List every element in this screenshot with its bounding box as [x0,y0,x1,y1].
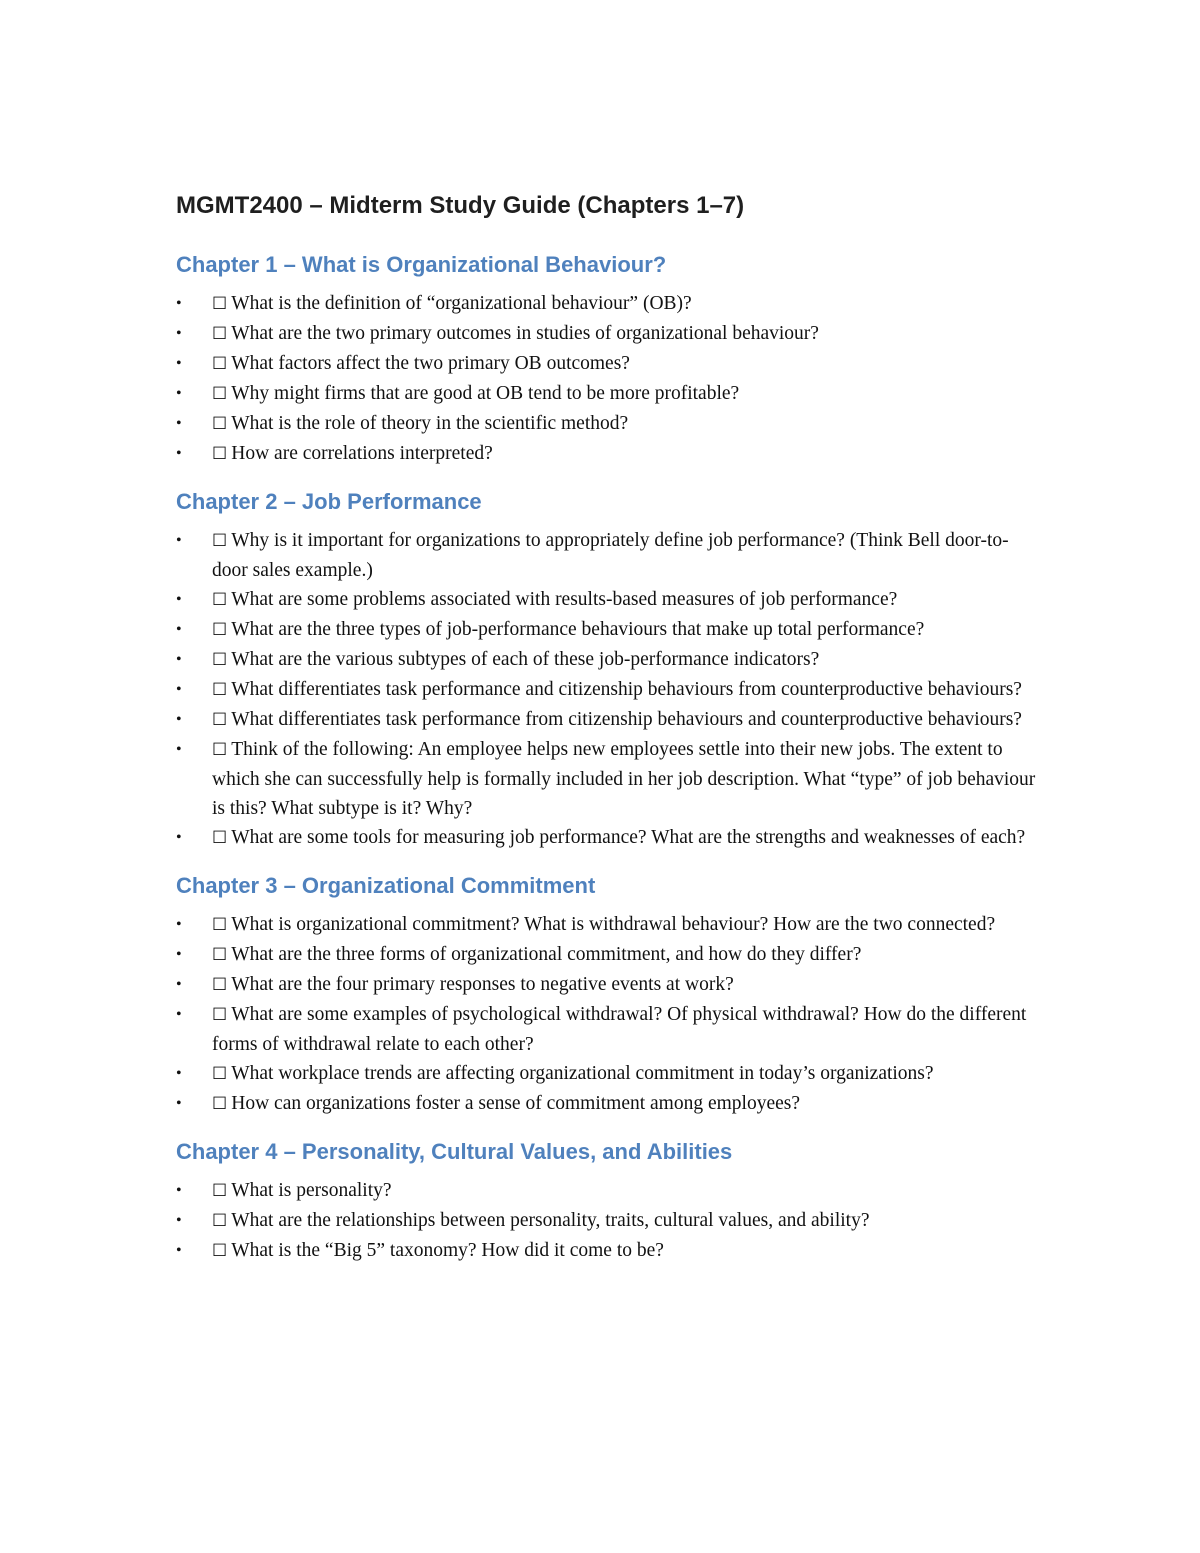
checkbox-icon: ☐ [212,710,228,730]
bullet-icon: • [176,415,182,432]
document-page [176,186,1036,1281]
question-item [176,319,1036,349]
question-text: What workplace trends are affecting organizational commitment in today’s organizations? [231,1063,934,1084]
question-item [176,439,1036,469]
chapter-heading: Chapter 3 – Organizational Commitment [176,873,596,898]
question-item [176,615,1036,645]
bullet-icon: • [176,916,182,933]
question-item [176,1089,1036,1119]
question-text: What are the various subtypes of each of these job-performance indicators? [231,649,820,670]
question-text: What is the “Big 5” taxonomy? How did it come to be? [231,1240,664,1261]
question-item [176,1206,1036,1236]
question-item [176,970,1036,1000]
bullet-icon: • [176,1212,182,1229]
bullet-icon: • [176,295,182,312]
bullet-icon: • [176,355,182,372]
bullet-icon: • [176,385,182,402]
question-item [176,289,1036,319]
document-title: MGMT2400 – Midterm Study Guide (Chapters 1–7) [176,192,745,219]
question-item [176,823,1036,853]
question-item [176,585,1036,615]
question-item [176,645,1036,675]
question-item [176,379,1036,409]
question-item [176,1236,1036,1266]
checkbox-icon: ☐ [212,945,228,965]
bullet-icon: • [176,445,182,462]
checkbox-icon: ☐ [212,1094,228,1114]
question-text: What are the relationships between personality, traits, cultural values, and ability? [231,1210,870,1231]
bullet-icon: • [176,1182,182,1199]
question-text: Why might firms that are good at OB tend to be more profitable? [231,383,740,404]
question-text: Think of the following: An employee helps new employees settle into their new jobs. The extent to which she can successfully help is formally included in her job description. What “type” of job behaviour is this? What subtype is it? Why? [212,739,1036,819]
question-text: What differentiates task performance and citizenship behaviours from counterproductive behaviours? [231,679,1022,700]
question-text: How are correlations interpreted? [231,443,493,464]
checkbox-icon: ☐ [212,620,228,640]
question-text: What is the definition of “organizational behaviour” (OB)? [231,293,692,314]
question-item [176,940,1036,970]
question-text: How can organizations foster a sense of commitment among employees? [231,1093,801,1114]
bullet-icon: • [176,532,182,549]
question-list [176,1176,1036,1266]
checkbox-icon: ☐ [212,414,228,434]
question-text: What differentiates task performance from citizenship behaviours and counterproductive behaviours? [231,709,1022,730]
bullet-icon: • [176,1095,182,1112]
question-text: What is the role of theory in the scientific method? [231,413,629,434]
bullet-icon: • [176,591,182,608]
bullet-icon: • [176,976,182,993]
question-text: What are some tools for measuring job performance? What are the strengths and weaknesses of each? [231,827,1026,848]
checkbox-icon: ☐ [212,740,228,760]
question-text: What are the three forms of organizational commitment, and how do they differ? [231,944,862,965]
bullet-icon: • [176,621,182,638]
chapter-heading: Chapter 4 – Personality, Cultural Values, and Abilities [176,1139,733,1164]
question-text: What is personality? [231,1180,392,1201]
bullet-icon: • [176,681,182,698]
question-list [176,289,1036,469]
question-text: What are the four primary responses to negative events at work? [231,974,734,995]
bullet-icon: • [176,946,182,963]
question-item [176,1176,1036,1206]
checkbox-icon: ☐ [212,294,228,314]
checkbox-icon: ☐ [212,1064,228,1084]
question-item [176,705,1036,735]
chapter-heading: Chapter 2 – Job Performance [176,489,482,514]
question-text: What are some problems associated with results-based measures of job performance? [231,589,898,610]
chapter-section [176,484,1036,853]
checkbox-icon: ☐ [212,828,228,848]
checkbox-icon: ☐ [212,915,228,935]
checkbox-icon: ☐ [212,531,228,551]
bullet-icon: • [176,1242,182,1259]
question-text: What are the two primary outcomes in studies of organizational behaviour? [231,323,819,344]
checkbox-icon: ☐ [212,384,228,404]
question-list [176,910,1036,1119]
bullet-icon: • [176,1006,182,1023]
bullet-icon: • [176,651,182,668]
question-item [176,1000,1036,1059]
question-text: What are some examples of psychological withdrawal? Of physical withdrawal? How do the different forms of withdrawal relate to each other? [212,1004,1027,1055]
question-item [176,735,1036,823]
checkbox-icon: ☐ [212,444,228,464]
chapter-heading: Chapter 1 – What is Organizational Behaviour? [176,252,667,277]
checkbox-icon: ☐ [212,1005,228,1025]
bullet-icon: • [176,1065,182,1082]
chapter-list [176,247,1036,1266]
bullet-icon: • [176,325,182,342]
checkbox-icon: ☐ [212,1211,228,1231]
question-item [176,1059,1036,1089]
checkbox-icon: ☐ [212,590,228,610]
question-item [176,526,1036,585]
question-text: What are the three types of job-performance behaviours that make up total performance? [231,619,925,640]
checkbox-icon: ☐ [212,1241,228,1261]
bullet-icon: • [176,741,182,758]
chapter-section [176,868,1036,1119]
question-item [176,675,1036,705]
question-item [176,349,1036,379]
question-list [176,526,1036,853]
question-text: What is organizational commitment? What is withdrawal behaviour? How are the two connected? [231,914,996,935]
checkbox-icon: ☐ [212,324,228,344]
chapter-section [176,1134,1036,1266]
checkbox-icon: ☐ [212,975,228,995]
checkbox-icon: ☐ [212,354,228,374]
checkbox-icon: ☐ [212,650,228,670]
question-text: What factors affect the two primary OB outcomes? [231,353,630,374]
question-text: Why is it important for organizations to appropriately define job performance? (Think Bell door-to-door sales example.) [212,530,1009,581]
question-item [176,409,1036,439]
bullet-icon: • [176,829,182,846]
checkbox-icon: ☐ [212,1181,228,1201]
checkbox-icon: ☐ [212,680,228,700]
chapter-section [176,247,1036,469]
bullet-icon: • [176,711,182,728]
question-item [176,910,1036,940]
